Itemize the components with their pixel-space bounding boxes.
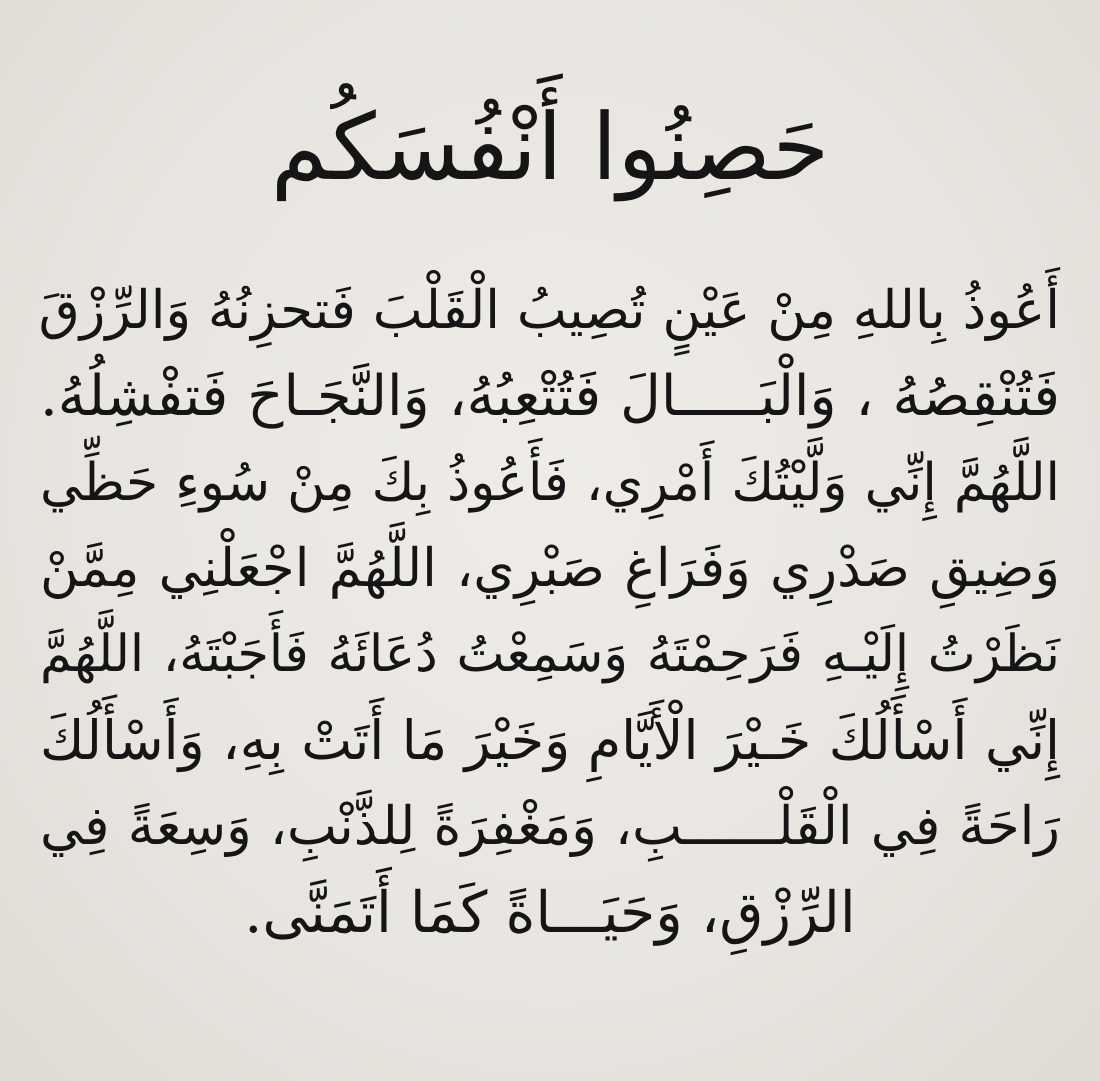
text-line-3: اللَّهُمَّ إِنِّي وَلَّيْتُكَ أَمْرِي، فَأَعُوذُ بِكَ مِنْ سُوءِ حَظِّي — [40, 453, 1060, 513]
text-line-7: رَاحَةً فِي الْقَلْــــــبِ، وَمَغْفِرَةً لِلذَّنْبِ، وَسِعَةً فِي — [40, 796, 1060, 857]
text-line-1: أَعُوذُ بِاللهِ مِنْ عَيْنٍ تُصِيبُ الْقَلْبَ فَتحزِنُهُ وَالرِّزْقَ — [38, 280, 1060, 341]
text-line-6: إِنِّي أَسْأَلُكَ خَـيْرَ الْأَيَّامِ وَخَيْرَ مَا أَتَتْ بِهِ، وَأَسْأَلُكَ — [40, 709, 1060, 772]
text-line-4: وَضِيقِ صَدْرِي وَفَرَاغِ صَبْرِي، اللَّهُمَّ اجْعَلْنِي مِمَّنْ — [40, 538, 1060, 599]
text-line-8: الرِّزْقِ، وَحَيَـــاةً كَمَا أَتَمَنَّى. — [244, 880, 856, 946]
page-title: حَصِنُوا أَنْفُسَكُم — [270, 94, 830, 201]
text-line-2: فَتُنْقِصُهُ ، وَالْبَـــــالَ فَتُتْعِبُهُ، وَالنَّجَـاحَ فَتفْشِلُهُ. — [40, 364, 1060, 429]
text-line-5: نَظَرْتُ إِلَيْـهِ فَرَحِمْتَهُ وَسَمِعْتُ دُعَائَهُ فَأَجَبْتَهُ، اللَّهُمَّ — [40, 625, 1060, 684]
supplication-text — [40, 268, 1060, 956]
